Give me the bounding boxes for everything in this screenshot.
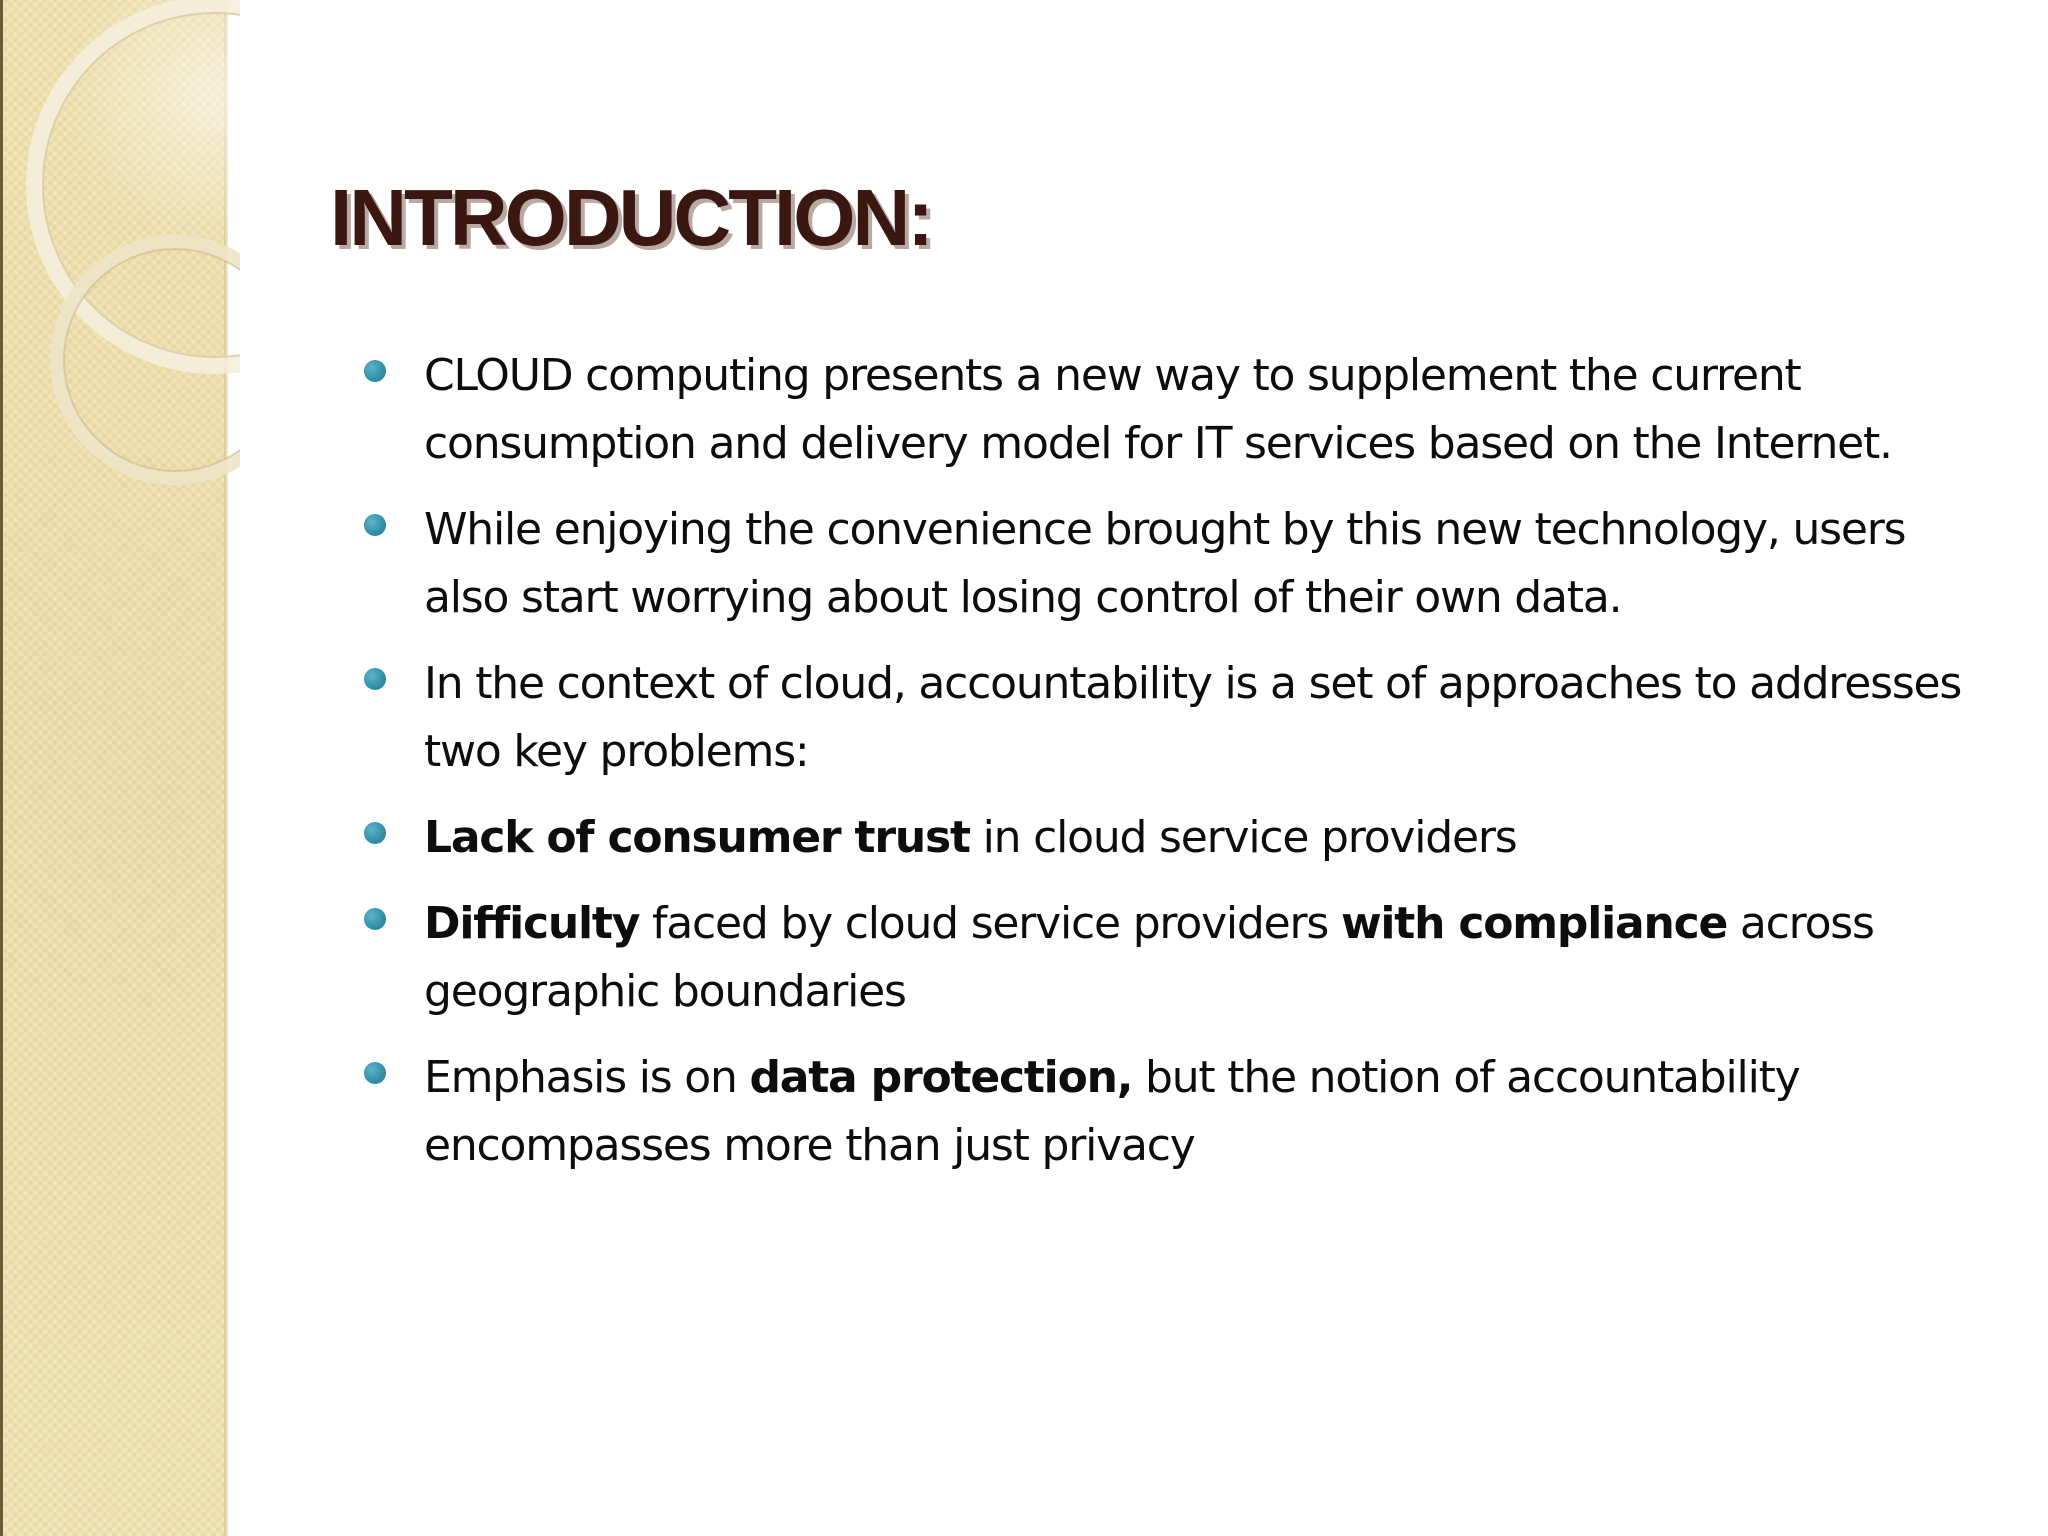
bullet-item — [360, 650, 2000, 786]
bullet-text: While enjoying the convenience brought by this new technology, users also start worrying about losing control of their own data. — [424, 504, 1906, 623]
bullet-text: but the notion of accountability encompasses more than just privacy — [424, 1052, 1800, 1171]
bullet-text: across geographic boundaries — [424, 898, 1874, 1017]
bullet-dot-icon — [364, 822, 386, 844]
bullet-item — [360, 1044, 2000, 1180]
bullet-dot-icon — [364, 668, 386, 690]
bullet-bold-text: with compliance — [1340, 898, 1728, 949]
decorative-rings-icon — [0, 0, 240, 520]
bullet-text: In the context of cloud, accountability is a set of approaches to addresses two key problems: — [424, 658, 1962, 777]
bullet-bold-text: Difficulty — [424, 898, 640, 949]
bullet-text: faced by cloud service providers — [639, 898, 1341, 949]
bullet-item — [360, 342, 2000, 478]
bullet-text: CLOUD computing presents a new way to supplement the current consumption and delivery model for IT services based on the Internet. — [424, 350, 1892, 469]
bullet-dot-icon — [364, 514, 386, 536]
bullet-text: in cloud service providers — [969, 812, 1517, 863]
slide-title: INTRODUCTION: — [330, 173, 931, 262]
bullet-dot-icon — [364, 1062, 386, 1084]
bullet-bold-text: data protection, — [749, 1052, 1133, 1103]
bullet-bold-text: Lack of consumer trust — [424, 812, 970, 863]
bullet-item — [360, 890, 2000, 1026]
bullet-dot-icon — [364, 908, 386, 930]
bullet-item — [360, 804, 2000, 872]
bullet-list — [360, 342, 2000, 1198]
bullet-dot-icon — [364, 360, 386, 382]
bullet-text: Emphasis is on — [424, 1052, 750, 1103]
bullet-item — [360, 496, 2000, 632]
